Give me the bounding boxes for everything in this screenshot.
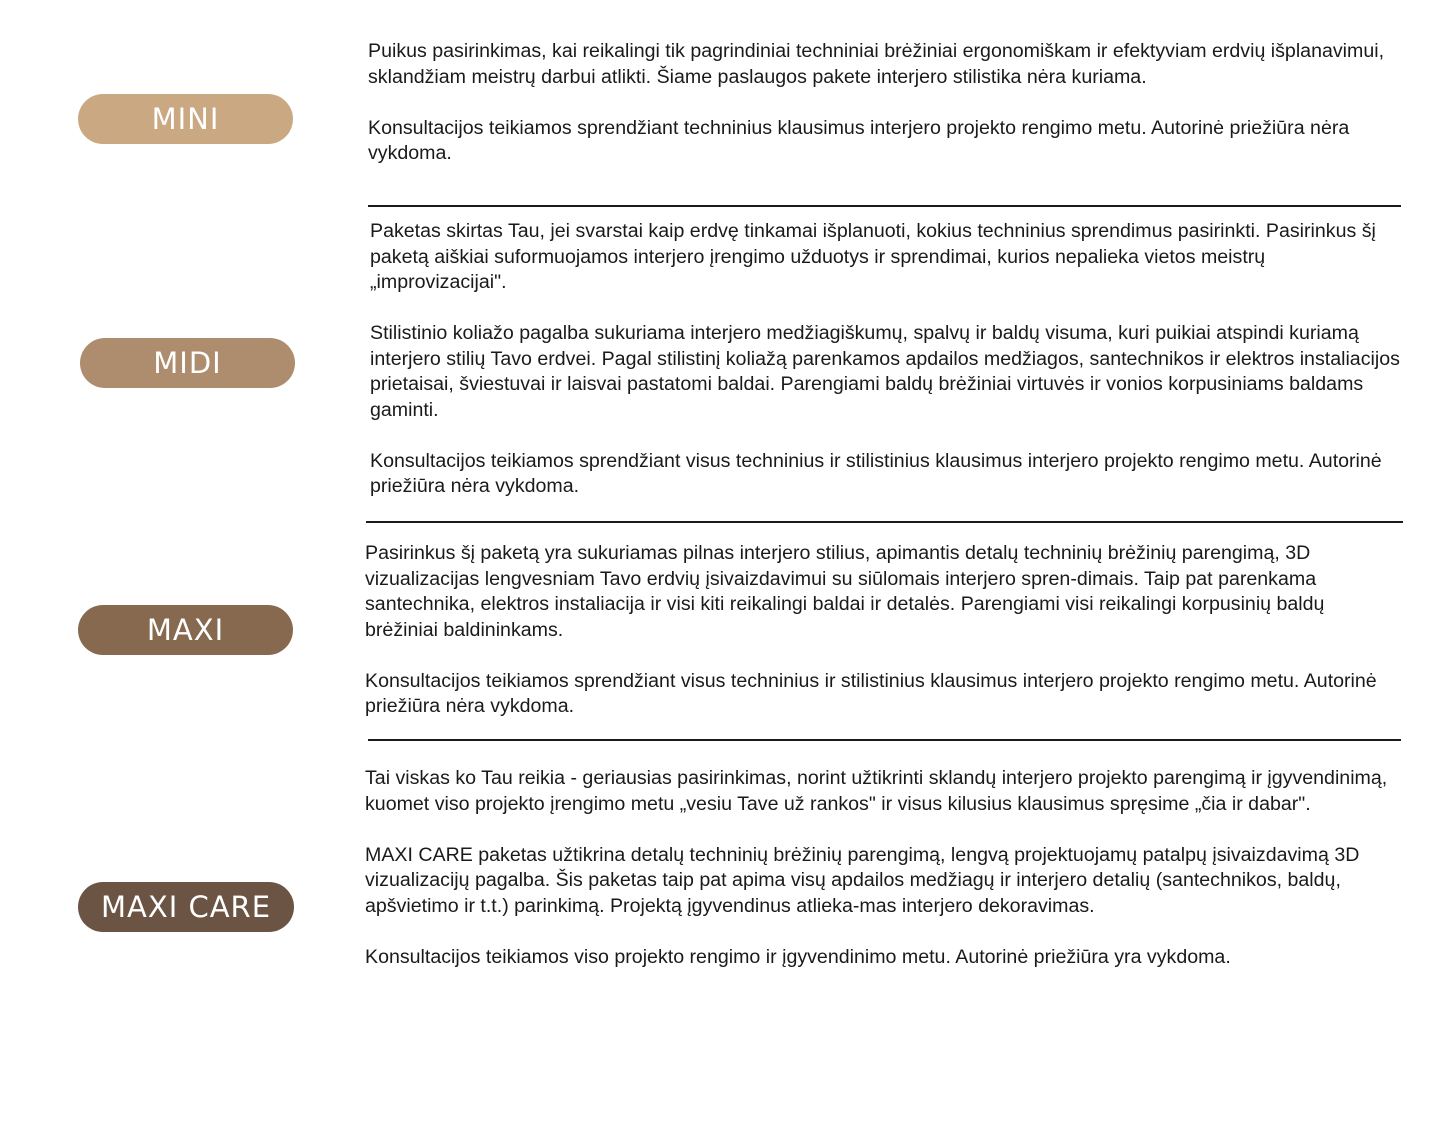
- divider: [366, 521, 1403, 523]
- package-description-maxi-care: [365, 766, 1405, 970]
- package-badge-maxi-care: MAXI CARE: [78, 882, 294, 932]
- package-description-mini: [368, 39, 1408, 167]
- paragraph: Konsultacijos teikiamos viso projekto rengimo ir įgyvendinimo metu. Autorinė priežiūra yra vykdoma.: [365, 945, 1231, 968]
- paragraph: MAXI CARE paketas užtikrina detalų techninių brėžinių parengimą, lengvą projektuojamų patalpų įsivaizdavimą 3D vizualizacijų pagalba. Šis paketas taip pat apima visų apdailos medžiagų ir interjero detalių (santechnikos, baldų, apšvietimo ir t.t.) parinkimą. Projektą įgyvendinus atlieka-mas interjero dekoravimas.: [365, 843, 1360, 917]
- paragraph: Pasirinkus šį paketą yra sukuriamas pilnas interjero stilius, apimantis detalų techninių brėžinių parengimą, 3D vizualizacijas lengvesniam Tavo erdvių įsivaizdavimui su siūlomais interjero spren-dimais. Taip pat parenkama santechnika, elektros instaliacija ir visi kiti reikalingi baldai ir detalės. Parengiami visi reikalingi korpusinių baldų brėžiniai baldininkams.: [365, 542, 1325, 641]
- divider: [368, 739, 1401, 741]
- package-badge-maxi: MAXI: [78, 605, 293, 655]
- paragraph: Konsultacijos teikiamos sprendžiant visus techninius ir stilistinius klausimus interjero projekto rengimo metu. Autorinė priežiūra nėra vykdoma.: [370, 449, 1382, 497]
- divider: [368, 205, 1401, 207]
- paragraph: Stilistinio koliažo pagalba sukuriama interjero medžiagiškumų, spalvų ir baldų visuma, kuri puikiai atspindi kuriamą interjero stilių Tavo erdvei. Pagal stilistinį koliažą parenkamos apdailos medžiagos, santechnikos ir elektros instaliacijos prietaisai, šviestuvai ir laisvai pastatomi baldai. Parengiami baldų brėžiniai virtuvės ir vonios korpusiniams baldams gaminti.: [370, 322, 1400, 421]
- paragraph: Tai viskas ko Tau reikia - geriausias pasirinkimas, norint užtikrinti sklandų interjero projekto parengimą ir įgyvendinimą, kuomet viso projekto įrengimo metu „vesiu Tave už rankos" ir visus kilusius klausimus spręsime „čia ir dabar".: [365, 767, 1388, 815]
- paragraph: Konsultacijos teikiamos sprendžiant visus techninius ir stilistinius klausimus interjero projekto rengimo metu. Autorinė priežiūra nėra vykdoma.: [365, 669, 1377, 717]
- paragraph: Konsultacijos teikiamos sprendžiant techninius klausimus interjero projekto rengimo metu. Autorinė priežiūra nėra vykdoma.: [368, 116, 1350, 164]
- paragraph: Puikus pasirinkimas, kai reikalingi tik pagrindiniai techniniai brėžiniai ergonomiškam ir efektyviam erdvių išplanavimui, sklandžiam meistrų darbui atlikti. Šiame paslaugos pakete interjero stilistika nėra kuriama.: [368, 40, 1385, 88]
- package-badge-mini: MINI: [78, 94, 293, 144]
- package-badge-midi: MIDI: [80, 338, 295, 388]
- paragraph: Paketas skirtas Tau, jei svarstai kaip erdvę tinkamai išplanuoti, kokius techninius sprendimus pasirinkti. Pasirinkus šį paketą aiškiai suformuojamos interjero įrengimo užduotys ir sprendimai, kurios nepalieka vietos meistrų „improvizacijai".: [370, 220, 1376, 293]
- package-description-maxi: [365, 541, 1400, 720]
- package-description-midi: [370, 219, 1400, 500]
